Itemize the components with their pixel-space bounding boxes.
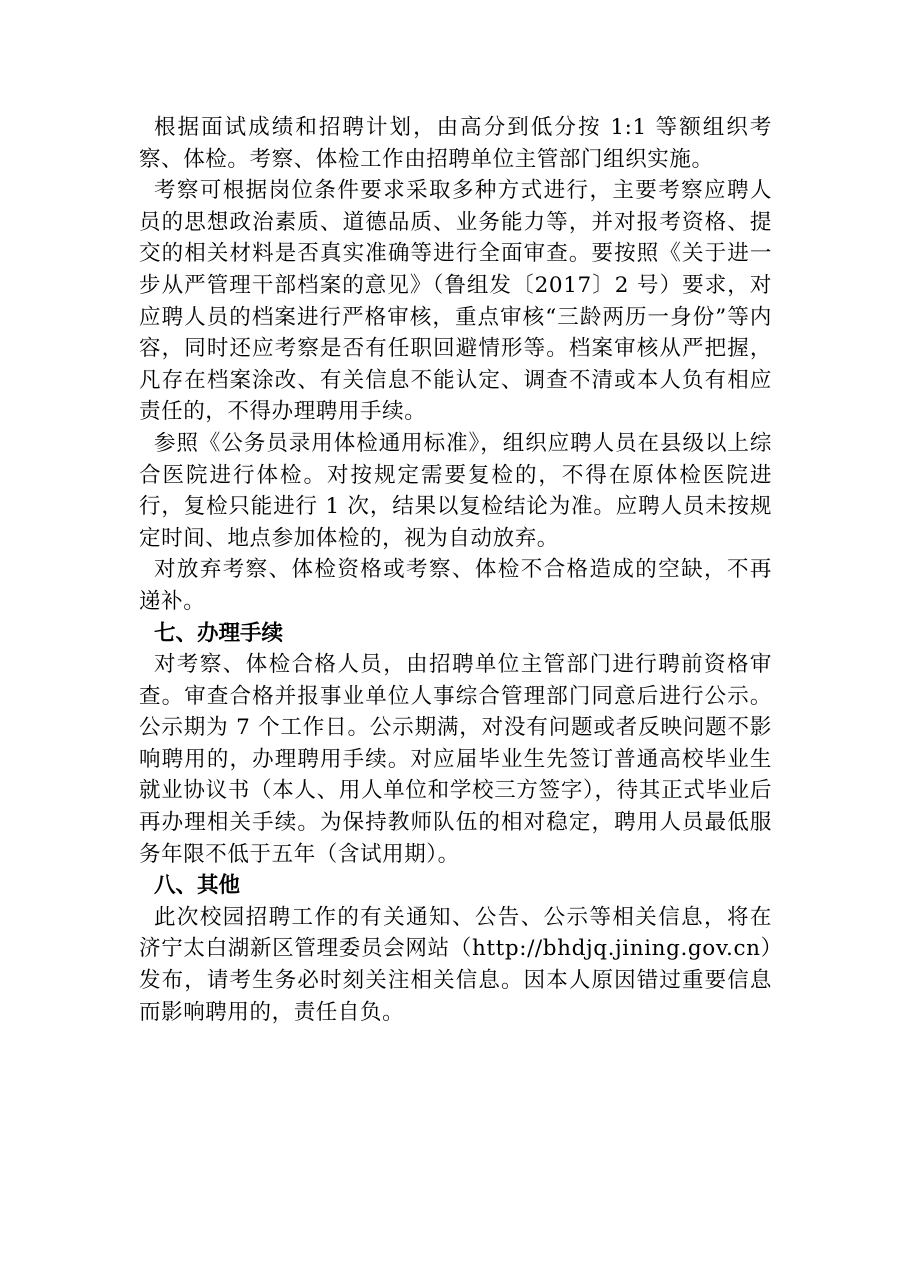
paragraph-inspection-plan: 根据面试成绩和招聘计划，由高分到低分按 1:1 等额组织考察、体检。考察、体检工作由招聘单位主管部门组织实施。 [139, 115, 772, 172]
section-heading-procedures: 七、办理手续 [154, 620, 284, 646]
paragraph-vacancy: 对放弃考察、体检资格或考察、体检不合格造成的空缺，不再递补。 [139, 557, 772, 614]
document-page [139, 112, 772, 1028]
paragraph-inspection-content: 考察可根据岗位条件要求采取多种方式进行，主要考察应聘人员的思想政治素质、道德品质、业务能力等，并对报考资格、提交的相关材料是否真实准确等进行全面审查。要按照《关于进一步从严管理干部档案的意见》（鲁组发〔2017〕2 号）要求，对应聘人员的档案进行严格审核，重点审核“三龄两历一身份”等内容，同时还应考察是否有任职回避情形等。档案审核从严把握，凡存在档案涂改、有关信息不能认定、调查不清或本人负有相应责任的，不得办理聘用手续。 [139, 178, 772, 425]
section-heading-other: 八、其他 [154, 873, 241, 899]
paragraph-medical-exam: 参照《公务员录用体检通用标准》，组织应聘人员在县级以上综合医院进行体检。对按规定需要复检的，不得在原体检医院进行，复检只能进行 1 次，结果以复检结论为准。应聘人员未按规定时间、地点参加体检的，视为自动放弃。 [139, 430, 772, 551]
paragraph-other: 此次校园招聘工作的有关通知、公告、公示等相关信息，将在济宁太白湖新区管理委员会网站（http://bhdjq.jining.gov.cn）发布，请考生务必时刻关注相关信息。因本人原因错过重要信息而影响聘用的，责任自负。 [139, 904, 772, 1025]
paragraph-procedures: 对考察、体检合格人员，由招聘单位主管部门进行聘前资格审查。审查合格并报事业单位人事综合管理部门同意后进行公示。公示期为 7 个工作日。公示期满，对没有问题或者反映问题不影响聘用的，办理聘用手续。对应届毕业生先签订普通高校毕业生就业协议书（本人、用人单位和学校三方签字），待其正式毕业后再办理相关手续。为保持教师队伍的相对稳定，聘用人员最低服务年限不低于五年（含试用期）。 [139, 652, 772, 867]
